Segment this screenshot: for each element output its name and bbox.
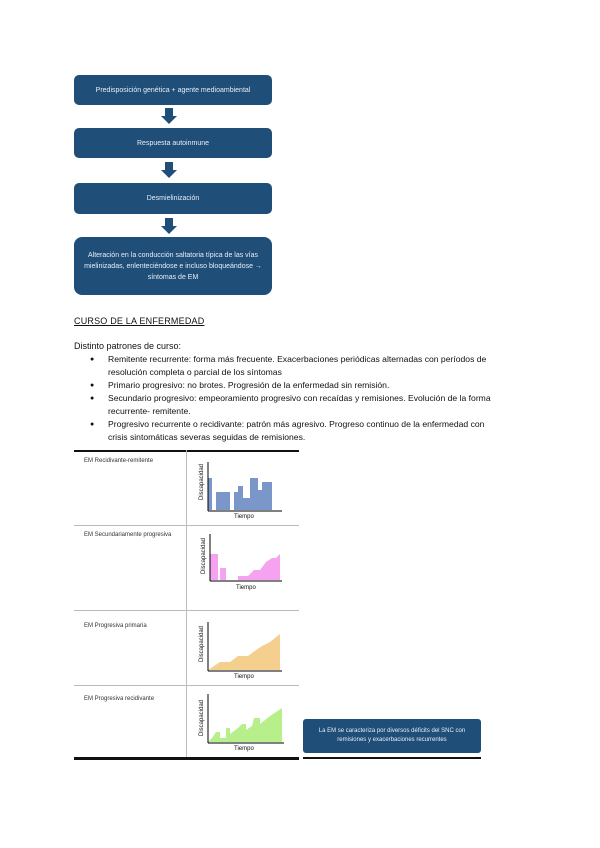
row-label-pp: EM Progresiva primaria xyxy=(84,623,147,629)
row-label-sp: EM Secundariamente progresiva xyxy=(84,532,172,538)
table-row-divider xyxy=(74,610,299,611)
bullet-secondary-progressive: ● Secundario progresivo: empeoramiento progresivo con recaídas y remisiones. Evolución de la forma recurrente- remitente. xyxy=(74,392,494,418)
row-label-pr: EM Progresiva recidivante xyxy=(84,696,155,702)
table-row-divider xyxy=(74,685,299,686)
section-title: CURSO DE LA ENFERMEDAD xyxy=(74,316,205,326)
chart-primary-progressive xyxy=(186,616,299,682)
flow-step-demyelination xyxy=(74,183,272,214)
flow-step-label: Respuesta autoinmune xyxy=(137,139,209,147)
chart-area xyxy=(208,478,272,510)
chart-area xyxy=(208,634,280,670)
chart-area xyxy=(208,708,282,742)
y-axis-label: Discapacidad xyxy=(199,463,205,500)
table-row-divider xyxy=(74,525,299,526)
bullet-progressive-relapsing: ● Progresivo recurrente o recidivante: patrón más agresivo. Progreso continuo de la enfermedad con crisis sintomáticas severas seguidas de remisiones. xyxy=(74,418,494,444)
x-axis-label: Tiempo xyxy=(236,585,256,591)
summary-note xyxy=(303,719,481,753)
bullet-relapsing-remitting: ● Remitente recurrente: forma más frecuente. Exacerbaciones periódicas alternadas con períodos de resolución completa o parcial de los síntomas xyxy=(74,353,494,379)
summary-note-text: La EM se caracteriza por diversos déficits del SNC con remisiones y exacerbaciones recurrentes xyxy=(318,728,466,743)
flow-step-label: Desmielinización xyxy=(146,195,200,202)
flow-step-label: Alteración en la conducción saltatoria típica de las vías mielinizadas, enlenteciéndose e incluso bloqueándose → síntomas de EM xyxy=(84,251,262,281)
x-axis-label: Tiempo xyxy=(234,746,254,752)
y-axis-label: Discapacidad xyxy=(199,625,205,662)
flow-step-label: Predisposición genética + agente medioambiental xyxy=(95,86,251,94)
course-patterns-table xyxy=(74,450,299,760)
row-label-rr: EM Recidivante-remitente xyxy=(84,458,154,464)
flow-step-autoimmune xyxy=(74,128,272,158)
chart-secondary-progressive xyxy=(186,528,299,600)
y-axis-label: Discapacidad xyxy=(201,537,207,574)
flow-step-conduction xyxy=(74,237,272,295)
y-axis-label: Discapacidad xyxy=(199,699,205,736)
section-intro: Distinto patrones de curso: xyxy=(74,341,182,351)
bullet-primary-progressive: ● Primario progresivo: no brotes. Progresión de la enfermedad sin remisión. xyxy=(74,379,494,392)
course-bullet-list xyxy=(74,353,494,444)
x-axis-label: Tiempo xyxy=(234,674,254,680)
table-bottom-border xyxy=(74,757,299,760)
chart-progressive-relapsing xyxy=(186,688,299,754)
note-underline xyxy=(303,757,481,759)
chart-relapsing-remitting xyxy=(186,456,299,522)
x-axis-label: Tiempo xyxy=(234,514,254,520)
flow-step-predisposition xyxy=(74,75,272,105)
chart-area xyxy=(210,554,280,580)
